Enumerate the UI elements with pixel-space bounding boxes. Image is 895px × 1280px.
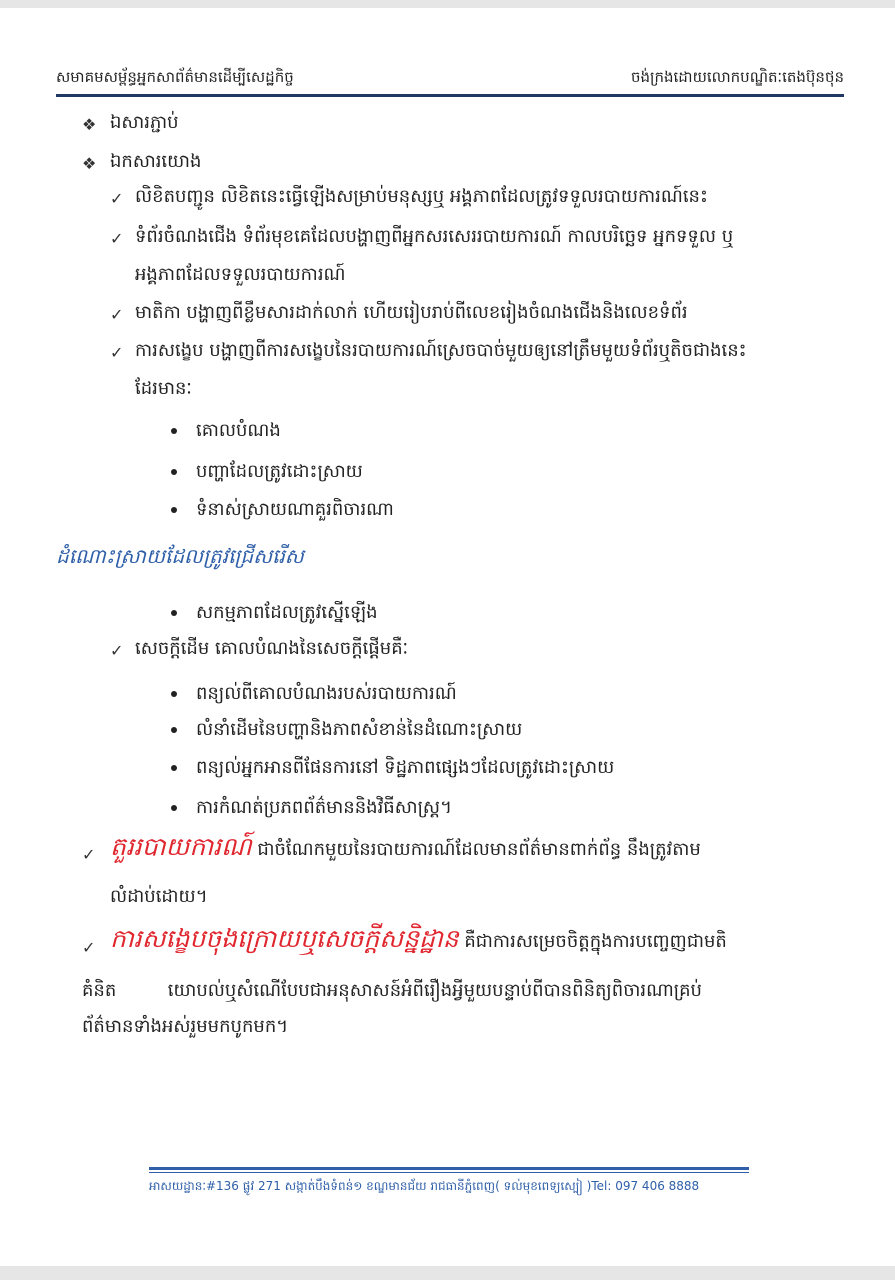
list-item: ឯកសារយោង: [110, 151, 202, 172]
item-description: ជាចំណែកមួយនៃរបាយការណ៍ដែលមានព័ត៌មានពាក់ព័ន្ធ នឹងត្រូវតាម: [251, 839, 701, 860]
list-item: ការកំណត់ប្រភពព័ត៌មាននិងវិធីសាស្ត្រ។: [196, 797, 452, 818]
list-item-continuation: អង្គភាពដែលទទួលរបាយការណ៍: [135, 264, 346, 285]
list-item: សេចក្ដីដើម គោលបំណងនៃសេចក្ដីផ្ដើមគឺៈ: [135, 638, 409, 659]
section-heading: ដំណោះស្រាយដែលត្រូវជ្រើសរើស: [56, 544, 304, 568]
bullet-dot-icon: [171, 469, 177, 475]
list-item: សកម្មភាពដែលត្រូវស្នើឡើង: [196, 602, 378, 623]
checkmark-icon: ✓: [110, 641, 124, 660]
list-item: លិខិតបញ្ជូន លិខិតនេះធ្វើឡើងសម្រាប់មនុស្សឬ អង្គភាពដែលត្រូវទទួលរបាយការណ៍នេះ: [135, 186, 708, 207]
list-item: [110, 926, 727, 955]
checkmark-icon: ✓: [82, 938, 96, 957]
header-divider: [56, 94, 844, 97]
diamond-bullet-icon: ❖: [82, 115, 97, 134]
list-item: លំនាំដើមនៃបញ្ហានិងភាពសំខាន់នៃដំណោះស្រាយ: [196, 719, 523, 740]
bullet-dot-icon: [171, 610, 177, 616]
list-item: ពន្យល់ពីគោលបំណងរបស់របាយការណ៍: [196, 683, 457, 704]
checkmark-icon: ✓: [110, 229, 124, 248]
list-item-continuation: ដែរមានៈ: [135, 378, 192, 399]
footer-divider-thin: [149, 1172, 749, 1173]
page-header: [56, 64, 844, 94]
item-description: គឺជាការសម្រេចចិត្តក្នុងការបញ្ចេញជាមតិ: [458, 931, 727, 952]
list-item: ឯសារភ្ជាប់: [110, 112, 179, 133]
red-term: ការសង្ខេបចុងក្រោយឬសេចក្ដីសន្និដ្ឋាន: [110, 924, 459, 953]
list-item: ការសង្ខេប បង្ហាញពីការសង្ខេបនៃរបាយការណ៍ស្រេចបាច់មួយឲ្យនៅត្រឹមមួយទំព័រឬតិចជាងនេះ: [135, 340, 747, 361]
footer-address: អាសយដ្ឋានៈ#136 ផ្លូវ 271 សង្កាត់បឹងទំពន់១ ខណ្ឌមានជ័យ រាជធានីភ្នំពេញ( ទល់មុខពេទ្យស្បៀ )Tel: 097 406 8888: [149, 1179, 700, 1193]
list-item: [110, 834, 701, 863]
list-item: ទំព័រចំណងជើង ទំព័រមុខគេដែលបង្ហាញពីអ្នកសរសេររបាយការណ៍ កាលបរិច្ឆេទ អ្នកទទួល ឬ: [135, 226, 734, 247]
bullet-dot-icon: [171, 727, 177, 733]
checkmark-icon: ✓: [110, 305, 124, 324]
list-item: គោលបំណង: [196, 420, 281, 441]
list-item: មាតិកា បង្ហាញពីខ្លឹមសារដាក់លាក់ ហើយរៀបរាប់ពីលេខរៀងចំណងជើងនិងលេខទំព័រ: [135, 302, 688, 323]
list-item-continuation: គំនិត យោបល់ឬសំណើបែបជាអនុសាសន៍អំពីរឿងអ្វីមួយបន្ទាប់ពីបានពិនិត្យពិចារណាគ្រប់: [82, 980, 702, 1001]
bullet-dot-icon: [171, 507, 177, 513]
list-item-continuation: ព័ត៌មានទាំងអស់រួមមកបូកមក។: [82, 1016, 289, 1037]
red-term: តួររបាយការណ៍: [110, 832, 252, 861]
list-item: ពន្យល់អ្នកអានពីផែនការនៅ ទិដ្ឋភាពផ្សេងៗដែលត្រូវដោះស្រាយ: [196, 757, 615, 778]
list-item: ទំនាស់ស្រាយណាគួរពិចារណា: [196, 499, 394, 520]
bullet-dot-icon: [171, 805, 177, 811]
checkmark-icon: ✓: [110, 189, 124, 208]
checkmark-icon: ✓: [82, 845, 96, 864]
bullet-dot-icon: [171, 765, 177, 771]
document-page: [0, 8, 895, 1266]
list-item: បញ្ហាដែលត្រូវដោះស្រាយ: [196, 461, 363, 482]
footer-divider: [149, 1167, 749, 1170]
list-item-continuation: លំដាប់ដោយ។: [110, 886, 208, 907]
header-organization: សមាគមសម្ព័ន្ធអ្នកសាព័ត៌មានដើម្បីសេដ្ឋកិច្ច: [56, 68, 294, 86]
header-compiler: ចង់ក្រងដោយលោកបណ្ឌិតៈតេងប៊ុនថុន: [630, 68, 844, 86]
diamond-bullet-icon: ❖: [82, 154, 97, 173]
bullet-dot-icon: [171, 428, 177, 434]
bullet-dot-icon: [171, 691, 177, 697]
checkmark-icon: ✓: [110, 343, 124, 362]
